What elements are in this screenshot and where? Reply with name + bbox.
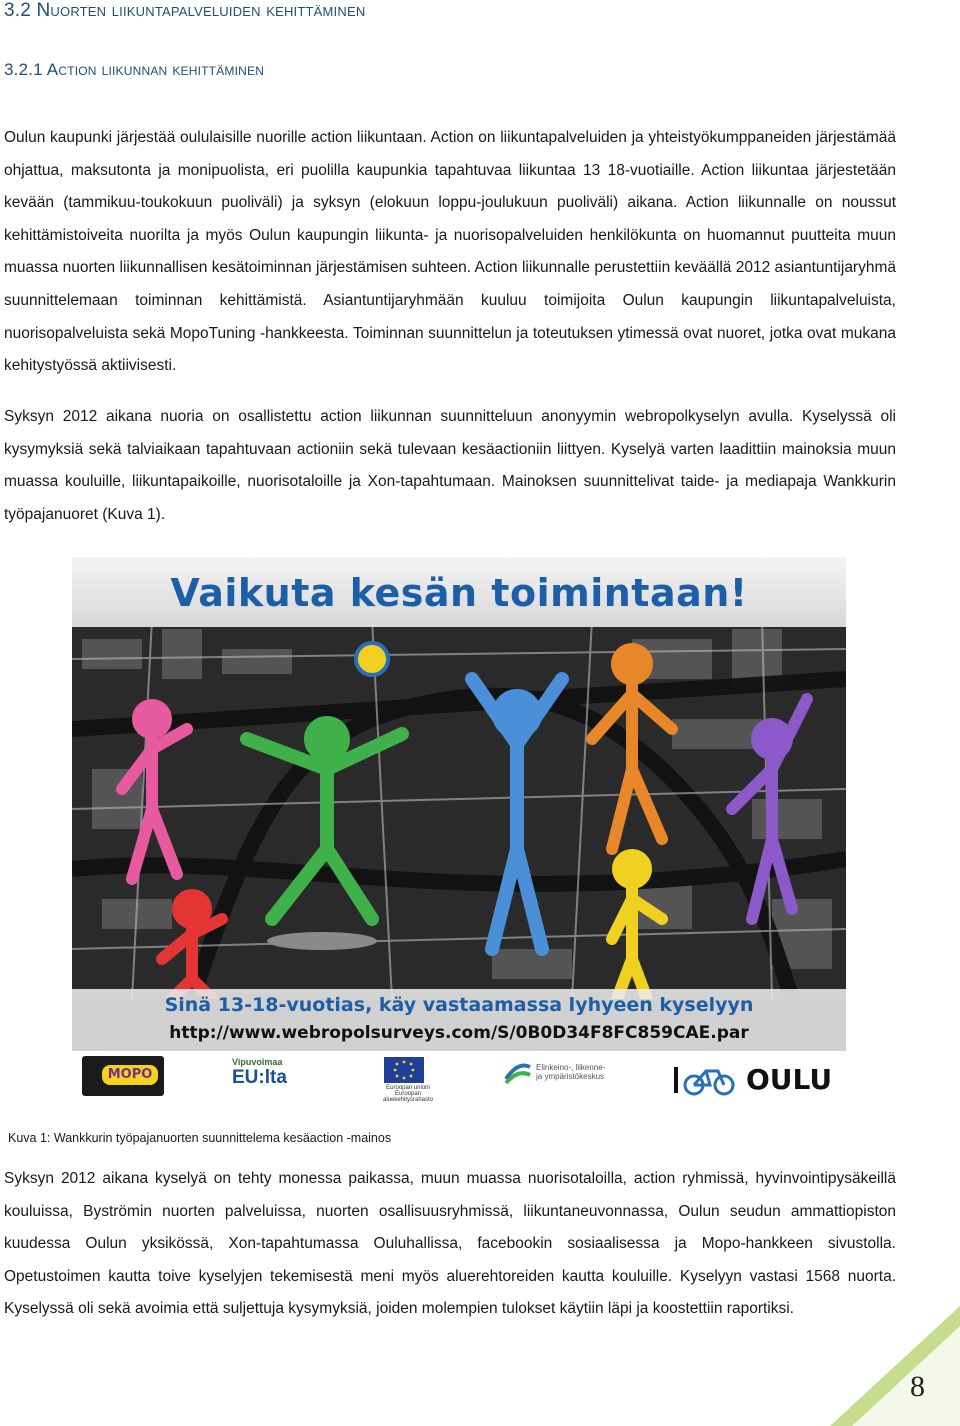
eu-flag-text: Euroopan unioni Euroopan aluekehitysrahasto xyxy=(382,1085,434,1103)
section-heading: 3.2 Nuorten liikuntapalveluiden kehittäminen xyxy=(4,0,366,21)
ely-logo-text: Elinkeino-, liikenne- ja ympäristökeskus xyxy=(536,1063,606,1081)
bicycle-icon xyxy=(672,1059,742,1099)
skateboard-icon xyxy=(267,932,377,950)
subsection-heading: 3.2.1 Action liikunnan kehittäminen xyxy=(4,60,265,79)
paragraph-intro: Oulun kaupunki järjestää oululaisille nuorille action liikuntaan. Action on liikuntapalveluiden ja yhteistyökumppaneiden järjestämää ohjattua, maksutonta ja monipuolista, eri puolilla kaupunkia tapahtuvaa liikuntaa 13 18-vuotiaille. Action liikuntaa järjestetään kevään (tammikuu-toukokuun puoliväli) ja syksyn (elokuun loppu-joulukuun puoliväli) aikana. Action liikunnalle on noussut kehittämistoiveita nuorilta ja myös Oulun kaupungin liikunta- ja nuorisopalveluiden henkilökunta on huomannut puutteita muun muassa nuorten liikunnallisen kesätoiminnan järjestämisen suhteen. Action liikunnalle perustettiin keväällä 2012 asiantuntijaryhmä suunnittelemaan toiminnan kehittämistä. Asiantuntijaryhmään kuuluu toimijoita Oulun kaupungin liikuntapalveluista, nuorisopalveluista sekä MopoTuning -hankkeesta. Toiminnan suunnittelun ja toteutuksen ytimessä ovat nuoret, jotka ovat mukana kehitystyössä aktiivisesti. xyxy=(4,129,896,375)
ball-icon xyxy=(356,643,388,675)
mopo-logo: MOPO xyxy=(82,1056,164,1096)
figure-caption: Kuva 1: Wankkurin työpajanuorten suunnittelema kesäaction -mainos xyxy=(8,1131,392,1145)
page-number: 8 xyxy=(910,1370,925,1403)
poster-subtitle: Sinä 13-18-vuotias, käy vastaamassa lyhyeen kyselyyn xyxy=(164,994,754,1016)
vipuvoimaa-logo: Vipuvoimaa EU:lta xyxy=(232,1057,287,1088)
oulu-logo: OULU xyxy=(672,1059,842,1099)
paragraph-survey: Syksyn 2012 aikana nuoria on osallistettu action liikunnan suunnitteluun anonyymin webropolkyselyn avulla. Kyselyssä oli kysymyksiä sekä talviaikaan tapahtuvaan actioniin sekä tulevaan kesäactioniin liittyen. Kyselyä varten laadittiin mainoksia muun muassa kouluille, liikuntapaikoille, nuorisotaloille ja Xon-tapahtumaan. Mainoksen suunnittelivat taide- ja mediapaja Wankkurin työpajanuoret (Kuva 1). xyxy=(4,408,896,523)
paragraph-results: Syksyn 2012 aikana kyselyä on tehty monessa paikassa, muun muassa nuorisotaloilla, action ryhmissä, hyvinvointipysäkeillä kouluissa, Byströmin nuorten palveluissa, nuorten osallisuusryhmissä, liikuntaneuvonnassa, Oulun seudun ammattiopiston kuudessa Oulun yksikössä, Xon-tapahtumassa Ouluhallissa, facebookin sosiaalisessa ja Mopo-hankkeen sivustolla. Opetustoimen kautta toive kyselyjen tekemisestä meni myös aluerehtoreiden kautta kouluille. Kyselyyn vastasi 1568 nuorta. Kyselyssä oli sekä avoimia että suljettuja kysymyksiä, joiden molempien tulokset käytiin läpi ja koostettiin raportiksi. xyxy=(4,1170,896,1318)
ely-logo-icon xyxy=(504,1059,532,1087)
poster-url: http://www.webropolsurveys.com/S/0B0D34F8FC859CAE.par xyxy=(169,1023,749,1043)
map-background xyxy=(72,619,846,999)
eu-flag-icon xyxy=(384,1057,424,1083)
poster-image xyxy=(72,557,846,1103)
page-corner-decoration xyxy=(830,1306,960,1426)
poster-title: Vaikuta kesän toimintaan! xyxy=(170,571,748,615)
